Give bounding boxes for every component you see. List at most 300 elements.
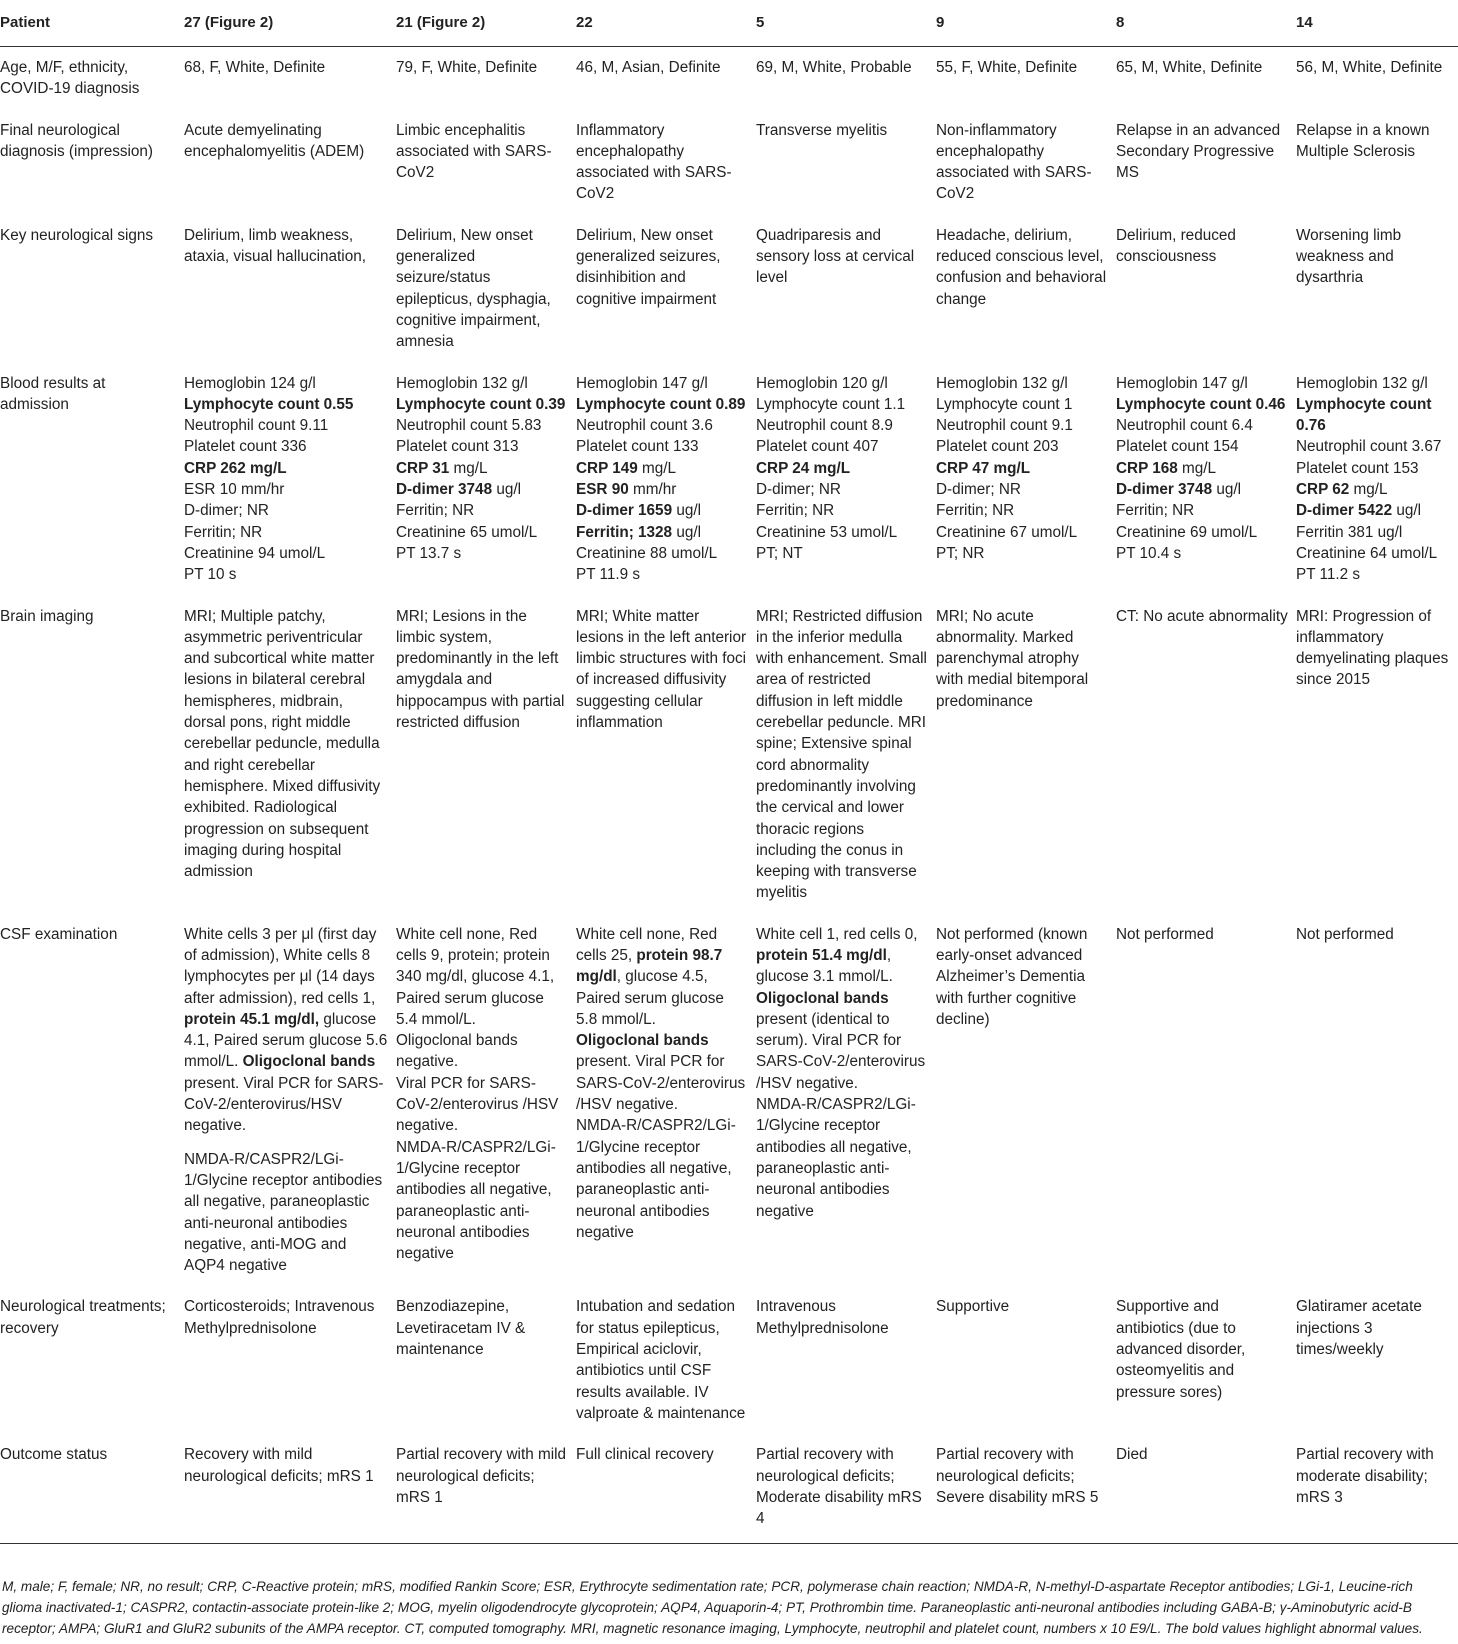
table-cell <box>1294 363 1458 596</box>
cell-line <box>1116 415 1288 436</box>
table-cell <box>394 215 574 363</box>
cell-line <box>396 500 568 521</box>
cell-line <box>1296 394 1452 437</box>
cell-text: Hemoglobin 132 g/l <box>936 374 1068 392</box>
header-patient-9: 9 <box>934 0 1114 47</box>
cell-line <box>184 1444 388 1487</box>
table-cell <box>394 914 574 1287</box>
cell-line <box>576 479 748 500</box>
table-cell <box>754 47 934 110</box>
table-cell <box>574 110 754 215</box>
table-cell <box>1114 1434 1294 1544</box>
table-cell <box>1114 596 1294 914</box>
cell-line <box>1296 373 1452 394</box>
table-cell <box>754 1434 934 1544</box>
table-cell <box>574 47 754 110</box>
abnormal-value: Ferritin; 1328 <box>576 523 673 541</box>
cell-line <box>1296 120 1452 163</box>
abnormal-value: D-dimer 1659 <box>576 502 673 520</box>
cell-text: NMDA-R/CASPR2/LGi-1/Glycine receptor antibodies all negative, paraneoplastic anti-neuronal antibodies negative <box>396 1138 556 1263</box>
table-cell <box>1294 1434 1458 1544</box>
cell-line <box>576 924 748 1030</box>
cell-line <box>936 1296 1108 1317</box>
abnormal-value: Oligoclonal bands <box>242 1053 376 1071</box>
table-cell <box>394 110 574 215</box>
table-cell <box>1114 1286 1294 1434</box>
cell-text: Creatinine 64 umol/L <box>1296 544 1438 562</box>
abnormal-value: protein 98.7 mg/dl <box>576 946 723 986</box>
cell-line <box>1116 606 1288 627</box>
table-cell <box>394 1434 574 1544</box>
cell-line <box>756 394 928 415</box>
cell-text: Ferritin; NR <box>1116 502 1195 520</box>
cell-text: White cells 3 per μl (first day of admission), White cells 8 lymphocytes per μl (14 days after admission), red cells 1, <box>184 925 377 1007</box>
cell-text: PT 11.9 s <box>576 566 641 584</box>
cell-line <box>396 606 568 734</box>
cell-text: D-dimer; NR <box>756 481 841 499</box>
cell-text: Lymphocyte count 1.1 <box>756 395 906 413</box>
cell-line <box>396 1030 568 1073</box>
cell-line <box>1296 543 1452 564</box>
table-cell <box>754 215 934 363</box>
cell-text: Acute demyelinating encephalomyelitis (ADEM) <box>184 121 365 160</box>
cell-text: Creatinine 53 umol/L <box>756 523 898 541</box>
cell-text: mm/hr <box>628 481 677 499</box>
cell-text: Partial recovery with mild neurological deficits; mRS 1 <box>396 1446 567 1506</box>
cell-line <box>1296 606 1452 691</box>
cell-line <box>576 1115 748 1243</box>
cell-line <box>576 564 748 585</box>
cell-text: Delirium, New onset generalized seizures, disinhibition and cognitive impairment <box>576 226 721 308</box>
cell-line <box>756 458 928 479</box>
cell-text: Platelet count 203 <box>936 438 1059 456</box>
cell-line <box>756 373 928 394</box>
header-patient-14: 14 <box>1294 0 1458 47</box>
cell-text: mg/L <box>637 459 677 477</box>
cell-line <box>576 1030 748 1115</box>
table-cell <box>754 596 934 914</box>
cell-line <box>184 458 388 479</box>
cell-line <box>936 394 1108 415</box>
cell-text: 46, M, Asian, Definite <box>576 59 721 76</box>
cell-line <box>576 120 748 205</box>
cell-line <box>756 924 928 988</box>
cell-text: Neutrophil count 9.11 <box>184 417 329 435</box>
table-cell <box>934 47 1114 110</box>
cell-text: Ferritin; NR <box>756 502 835 520</box>
cell-line <box>756 543 928 564</box>
cell-line <box>936 373 1108 394</box>
cell-line <box>396 1073 568 1137</box>
table-cell <box>574 1434 754 1544</box>
cell-line <box>936 543 1108 564</box>
table-cell <box>934 363 1114 596</box>
table-row-age-sex-ethnicity <box>0 47 1458 110</box>
cell-text: Neutrophil count 6.4 <box>1116 417 1253 435</box>
cell-line <box>576 500 748 521</box>
cell-text: PT 13.7 s <box>396 544 462 562</box>
cell-text: 69, M, White, Probable <box>756 59 912 76</box>
cell-text: Viral PCR for SARS-CoV-2/enterovirus /HSV negative. <box>396 1074 559 1135</box>
cell-text: 79, F, White, Definite <box>396 59 538 76</box>
table-cell <box>754 110 934 215</box>
table-cell <box>182 1286 394 1434</box>
header-patient-5: 5 <box>754 0 934 47</box>
abnormal-value: protein 51.4 mg/dl <box>756 946 887 964</box>
table-row-outcome-status <box>0 1434 1458 1544</box>
cell-line <box>1116 373 1288 394</box>
cell-line <box>1116 225 1288 268</box>
cell-text: Platelet count 313 <box>396 438 519 456</box>
table-cell <box>934 1434 1114 1544</box>
row-label: Key neurological signs <box>0 226 154 244</box>
abnormal-value: D-dimer 5422 <box>1296 502 1393 520</box>
table-header <box>0 0 1458 47</box>
table-cell <box>182 1434 394 1544</box>
table-cell <box>754 363 934 596</box>
cell-line <box>184 924 388 1137</box>
cell-line <box>184 436 388 457</box>
header-patient-21: 21 (Figure 2) <box>394 0 574 47</box>
cell-text: NMDA-R/CASPR2/LGi-1/Glycine receptor antibodies all negative, paraneoplastic anti-neuronal antibodies negative <box>756 1096 916 1220</box>
table-cell <box>1114 215 1294 363</box>
cell-text: Not performed <box>1296 925 1394 943</box>
cell-text: Delirium, New onset generalized seizure/status epilepticus, dysphagia, cognitive impairment, amnesia <box>396 226 551 351</box>
cell-text: 68, F, White, Definite <box>184 59 326 76</box>
cell-line <box>1296 1444 1452 1508</box>
cell-line <box>936 458 1108 479</box>
header-patient-8: 8 <box>1114 0 1294 47</box>
table-cell <box>182 47 394 110</box>
cell-line <box>1116 1296 1288 1402</box>
row-label: Neurological treatments; recovery <box>0 1298 166 1337</box>
cell-line <box>1116 57 1288 78</box>
cell-text: Creatinine 69 umol/L <box>1116 523 1258 541</box>
cell-line <box>936 500 1108 521</box>
cell-text: Neutrophil count 9.1 <box>936 417 1073 435</box>
cell-line <box>1296 564 1452 585</box>
cell-line <box>184 225 388 268</box>
cell-line <box>184 1296 388 1339</box>
header-patient-27: 27 (Figure 2) <box>182 0 394 47</box>
cell-line <box>936 436 1108 457</box>
abnormal-value: CRP 262 mg/L <box>184 459 287 477</box>
cell-text: Platelet count 336 <box>184 438 307 456</box>
cell-line <box>1296 479 1452 500</box>
cell-line <box>396 1296 568 1360</box>
cell-line <box>184 606 388 883</box>
table-cell <box>182 914 394 1287</box>
cell-line <box>184 120 388 163</box>
table-cell <box>574 1286 754 1434</box>
cell-line <box>936 522 1108 543</box>
cell-line <box>184 522 388 543</box>
cell-text: 65, M, White, Definite <box>1116 59 1263 76</box>
cell-text: mg/L <box>1177 459 1217 477</box>
cell-text: 56, M, White, Definite <box>1296 59 1443 76</box>
cell-line <box>936 225 1108 310</box>
cell-line <box>396 924 568 1030</box>
table-cell <box>1294 1286 1458 1434</box>
header-patient-22: 22 <box>574 0 754 47</box>
table-cell <box>934 110 1114 215</box>
table-row-final-diagnosis <box>0 110 1458 215</box>
table-cell <box>754 1286 934 1434</box>
cell-line <box>1296 522 1452 543</box>
row-label: Age, M/F, ethnicity, COVID-19 diagnosis <box>0 59 140 98</box>
cell-line <box>576 522 748 543</box>
cell-text: , glucose 4.5, Paired serum glucose 5.8 mmol/L. <box>576 968 724 1028</box>
table-cell <box>574 914 754 1287</box>
table-row-key-signs <box>0 215 1458 363</box>
table-cell <box>934 1286 1114 1434</box>
cell-text: Neutrophil count 3.6 <box>576 417 713 435</box>
cell-line <box>576 458 748 479</box>
cell-text: Benzodiazepine, Levetiracetam IV & maintenance <box>396 1298 526 1359</box>
cell-text: Relapse in a known Multiple Sclerosis <box>1296 121 1430 160</box>
table-cell <box>574 596 754 914</box>
cell-text: Hemoglobin 147 g/l <box>576 374 708 392</box>
cell-text: Partial recovery with moderate disability; mRS 3 <box>1296 1446 1434 1506</box>
cell-line <box>576 436 748 457</box>
cell-text: Creatinine 88 umol/L <box>576 544 718 562</box>
table-cell <box>394 596 574 914</box>
abnormal-value: CRP 168 <box>1116 459 1178 477</box>
cell-line <box>396 479 568 500</box>
table-cell <box>182 363 394 596</box>
cell-line <box>1296 924 1452 945</box>
cell-text: Ferritin; NR <box>936 502 1015 520</box>
table-cell <box>574 363 754 596</box>
abnormal-value: Lymphocyte count 0.89 <box>576 395 746 413</box>
cell-line <box>1296 57 1452 78</box>
cell-line <box>1116 394 1288 415</box>
cell-text: Hemoglobin 124 g/l <box>184 374 316 392</box>
cell-line <box>756 415 928 436</box>
cell-line <box>1116 522 1288 543</box>
table-cell <box>934 914 1114 1287</box>
cell-text: CT: No acute abnormality <box>1116 607 1288 625</box>
cell-line <box>396 436 568 457</box>
cell-text: D-dimer; NR <box>936 481 1021 499</box>
cell-line <box>756 1296 928 1339</box>
cell-line <box>756 120 928 141</box>
table-row-csf-examination <box>0 914 1458 1287</box>
abnormal-value: protein 45.1 mg/dl, <box>184 1010 320 1028</box>
cell-line <box>396 458 568 479</box>
cell-text: PT; NT <box>756 544 803 562</box>
cell-text: MRI; Multiple patchy, asymmetric periventricular and subcortical white matter lesions in bilateral cerebral hemispheres, midbrain, dorsal pons, right middle cerebellar peduncle, medulla and right cerebellar hemisphere. Mixed diffusivity exhibited. Radiological progression on subsequent imaging during hospital admission <box>184 607 381 881</box>
table-cell <box>1114 110 1294 215</box>
cell-line <box>1296 1296 1452 1360</box>
cell-line <box>756 988 928 1094</box>
cell-line <box>396 1137 568 1265</box>
cell-line <box>1116 120 1288 184</box>
cell-text: White cell none, Red cells 9, protein; protein 340 mg/dl, glucose 4.1, Paired serum glucose 5.4 mmol/L. <box>396 925 555 1028</box>
cell-text: Neutrophil count 5.83 <box>396 417 542 435</box>
cell-text: mg/L <box>449 459 488 477</box>
cell-line <box>576 394 748 415</box>
cell-line <box>576 1296 748 1424</box>
cell-text: D-dimer; NR <box>184 502 269 520</box>
table-row-blood-results <box>0 363 1458 596</box>
cell-line <box>396 120 568 184</box>
row-label: Outcome status <box>0 1434 182 1544</box>
cell-text: Platelet count 153 <box>1296 459 1419 477</box>
cell-text: glucose 4.1, Paired serum glucose 5.6 mmol/L. <box>184 1010 388 1071</box>
table-body <box>0 47 1458 1544</box>
table-cell <box>394 47 574 110</box>
cell-text: MRI; Lesions in the limbic system, predominantly in the left amygdala and hippocampus with partial restricted diffusion <box>396 607 565 732</box>
table-cell <box>1294 47 1458 110</box>
abnormal-value: Lymphocyte count 0.39 <box>396 395 566 413</box>
cell-text: 55, F, White, Definite <box>936 59 1078 76</box>
cell-text: Hemoglobin 132 g/l <box>1296 374 1428 392</box>
cell-text: Not performed (known early-onset advanced Alzheimer’s Dementia with further cognitive decline) <box>936 925 1088 1028</box>
abnormal-value: CRP 62 <box>1296 481 1350 499</box>
table-cell <box>182 215 394 363</box>
cell-text: Delirium, limb weakness, ataxia, visual hallucination, <box>184 226 366 266</box>
cell-text: PT 10 s <box>184 566 237 584</box>
abnormal-value: Oligoclonal bands <box>756 989 889 1007</box>
table-cell <box>1294 596 1458 914</box>
cell-text: White cell 1, red cells 0, <box>756 925 918 943</box>
cell-text: ug/l <box>672 502 701 520</box>
cell-line <box>576 373 748 394</box>
cell-text: MRI; No acute abnormality. Marked parenchymal atrophy with medial bitemporal predominance <box>936 607 1089 710</box>
cell-text: Ferritin; NR <box>396 502 475 520</box>
cell-text: MRI: Progression of inflammatory demyelinating plaques since 2015 <box>1296 607 1449 689</box>
cell-text: Corticosteroids; Intravenous Methylprednisolone <box>184 1298 375 1337</box>
cell-text: NMDA-R/CASPR2/LGi-1/Glycine receptor antibodies all negative, paraneoplastic anti-neuronal antibodies negative, anti-MOG and AQP4 negative <box>184 1150 383 1275</box>
row-label: Final neurological diagnosis (impression) <box>0 121 154 160</box>
table-cell <box>1114 363 1294 596</box>
cell-text: Creatinine 94 umol/L <box>184 544 326 562</box>
abnormal-value: Lymphocyte count 0.55 <box>184 395 354 413</box>
table-cell <box>1114 47 1294 110</box>
cell-line <box>184 373 388 394</box>
cell-text: Hemoglobin 147 g/l <box>1116 374 1248 392</box>
cell-text: Headache, delirium, reduced conscious level, confusion and behavioral change <box>936 226 1107 308</box>
header-row <box>0 0 1458 47</box>
cell-line <box>936 1444 1108 1508</box>
table-cell <box>1294 110 1458 215</box>
cell-line <box>184 500 388 521</box>
cell-text: ug/l <box>1392 502 1421 520</box>
cell-text: Lymphocyte count 1 <box>936 395 1073 413</box>
abnormal-value: Oligoclonal bands <box>576 1032 709 1050</box>
abnormal-value: ESR 90 <box>576 481 629 499</box>
table-cell <box>574 215 754 363</box>
cell-line <box>1116 543 1288 564</box>
table-cell <box>182 110 394 215</box>
table-row-brain-imaging <box>0 596 1458 914</box>
cell-text: Full clinical recovery <box>576 1446 714 1464</box>
cell-line <box>576 543 748 564</box>
cell-text: Delirium, reduced consciousness <box>1116 226 1236 266</box>
cell-text: Partial recovery with neurological deficits; Moderate disability mRS 4 <box>756 1446 922 1528</box>
row-label: CSF examination <box>0 925 118 943</box>
cell-text: Oligoclonal bands negative. <box>396 1032 518 1071</box>
cell-text: Worsening limb weakness and dysarthria <box>1296 226 1402 287</box>
cell-line <box>1296 500 1452 521</box>
cell-line <box>396 57 568 78</box>
cell-text: Died <box>1116 1446 1148 1464</box>
cell-line <box>756 1444 928 1529</box>
cell-text: Intravenous Methylprednisolone <box>756 1298 889 1337</box>
cell-text: present. Viral PCR for SARS-CoV-2/enterovirus/HSV negative. <box>184 1074 384 1135</box>
cell-line <box>1296 436 1452 457</box>
cell-text: Intubation and sedation for status epilepticus, Empirical aciclovir, antibiotics until CSF results available. IV valproate & maintenance <box>576 1298 746 1422</box>
cell-text: Recovery with mild neurological deficits; mRS 1 <box>184 1446 374 1485</box>
cell-line <box>576 57 748 78</box>
cell-line <box>756 606 928 904</box>
cell-text: present (identical to serum). Viral PCR for SARS-CoV-2/enterovirus /HSV negative. <box>756 1010 926 1092</box>
cell-line <box>1116 458 1288 479</box>
cell-text: Creatinine 65 umol/L <box>396 523 538 541</box>
cell-text: Glatiramer acetate injections 3 times/weekly <box>1296 1298 1422 1359</box>
table-cell <box>934 215 1114 363</box>
cell-text: Creatinine 67 umol/L <box>936 523 1078 541</box>
cell-text: Relapse in an advanced Secondary Progressive MS <box>1116 121 1281 182</box>
cell-line <box>756 436 928 457</box>
cell-line <box>756 225 928 289</box>
cell-line <box>936 415 1108 436</box>
cell-text: White cell none, Red cells 25, <box>576 925 718 964</box>
cell-line <box>936 924 1108 1030</box>
cell-line <box>1116 924 1288 945</box>
cell-line <box>396 543 568 564</box>
cell-text: Neutrophil count 3.67 <box>1296 438 1442 456</box>
cell-text: present. Viral PCR for SARS-CoV-2/enterovirus /HSV negative. <box>576 1053 746 1114</box>
cell-text: Platelet count 133 <box>576 438 699 456</box>
cell-line <box>1116 479 1288 500</box>
cell-text: Neutrophil count 8.9 <box>756 417 893 435</box>
cell-text: Supportive and antibiotics (due to advanced disorder, osteomyelitis and pressure sores) <box>1116 1298 1246 1401</box>
cell-line <box>756 57 928 78</box>
table-cell <box>1294 215 1458 363</box>
cell-line <box>184 415 388 436</box>
cell-line <box>756 500 928 521</box>
cell-line <box>396 225 568 353</box>
cell-text: Ferritin; NR <box>184 523 263 541</box>
cell-line <box>1116 1444 1288 1465</box>
cell-text: PT 10.4 s <box>1116 544 1182 562</box>
cell-text: Platelet count 154 <box>1116 438 1239 456</box>
cell-line <box>184 1149 388 1277</box>
cell-text: PT; NR <box>936 544 985 562</box>
cell-text: Hemoglobin 132 g/l <box>396 374 528 392</box>
abnormal-value: D-dimer 3748 <box>1116 481 1213 499</box>
cell-text: Not performed <box>1116 925 1214 943</box>
cell-text: ESR 10 mm/hr <box>184 481 285 499</box>
cell-text: Ferritin 381 ug/l <box>1296 523 1403 541</box>
cell-line <box>756 1094 928 1222</box>
cell-text: Quadriparesis and sensory loss at cervical level <box>756 226 915 287</box>
table-cell <box>1114 914 1294 1287</box>
cell-line <box>936 479 1108 500</box>
table-cell <box>394 1286 574 1434</box>
cell-line <box>1116 500 1288 521</box>
cell-text: ug/l <box>1212 481 1241 499</box>
cell-line <box>184 479 388 500</box>
table-footnote: M, male; F, female; NR, no result; CRP, C-Reactive protein; mRS, modified Rankin Score; ESR, Erythrocyte sedimentation rate; PCR, polymerase chain reaction; NMDA-R, N-methyl-D-aspartate Receptor antibodies; LGi-1, Leucine-rich glioma inactivated-1; CASPR2, contactin-associate protein-like 2; MOG, myelin oligodendrocyte glycoprotein; AQP4, Aquaporin-4; PT, Prothrombin time. Paraneoplastic anti-neuronal antibodies including GABA-B; γ-Aminobutyric acid-B receptor; AMPA; GluR1 and GluR2 subunits of the AMPA receptor. CT, computed tomography. MRI, magnetic resonance imaging, Lymphocyte, neutrophil and platelet count, numbers x 10 E9/L. The bold values highlight abnormal values. <box>2 1579 1423 1636</box>
cell-text: Non-inflammatory encephalopathy associated with SARS-CoV2 <box>936 121 1092 203</box>
cell-line <box>396 1444 568 1508</box>
cell-line <box>184 57 388 78</box>
cell-line <box>1116 436 1288 457</box>
row-label: Brain imaging <box>0 607 94 625</box>
